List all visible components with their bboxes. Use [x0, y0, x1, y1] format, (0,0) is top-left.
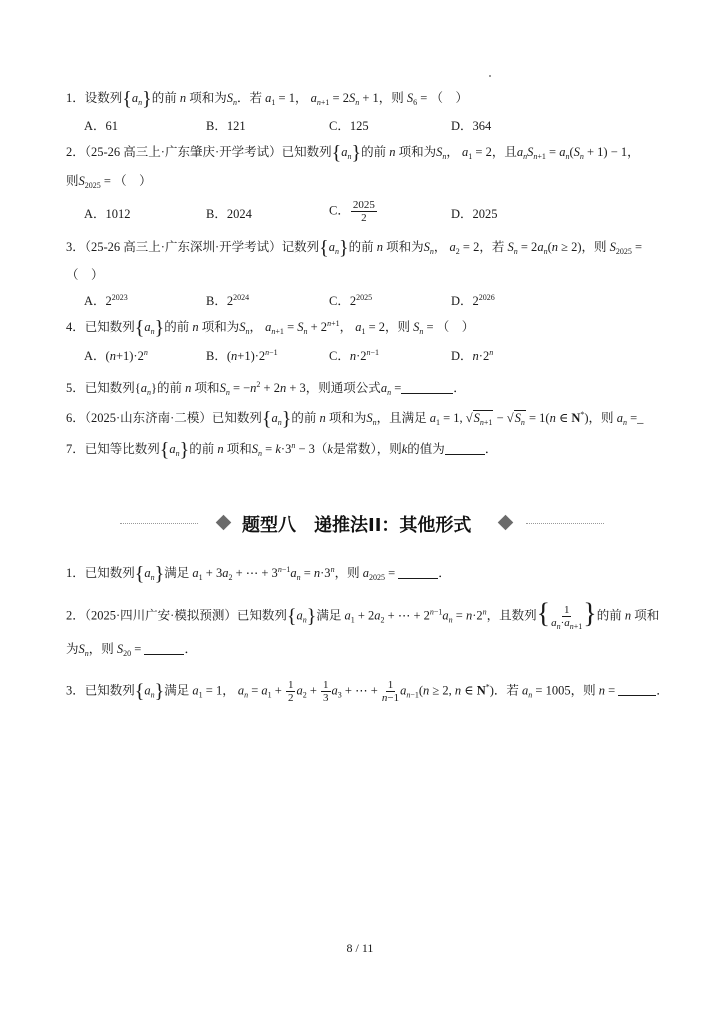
answer-blank[interactable]	[144, 642, 184, 655]
answer-paren: （ ）	[66, 268, 104, 282]
q-text: ，且	[491, 145, 517, 159]
question-1-5: 5．已知数列$\{a_n\}$的前 n 项和$S_n = -n^2 + 2n + 3$，则通项公式$a_n$ = ．	[66, 380, 466, 397]
option-a: A．$(n+1)\cdot 2^n$	[84, 348, 148, 363]
exponent: 2024	[233, 293, 250, 302]
question-1-2: 2．（25-26 高三上·广东肇庆·开学考试）已知数列$\{a_n\}$的前 n 项和为$S_n$， $a_1 = 2$，且$a_nS_{n+1} = a_n(S_n + 1) - 1$，	[66, 142, 640, 164]
q-number: 7．	[66, 442, 85, 456]
q-text: ，且数列	[486, 608, 537, 623]
answer-paren: （ ）	[114, 174, 152, 188]
q-text: 设数列	[84, 91, 123, 105]
option-a: A．61	[84, 119, 119, 133]
option-b: B．$(n+1)\cdot 2^{n-1}$	[206, 348, 278, 363]
q-text: ，且满足	[376, 411, 427, 425]
q-text: ，若	[479, 240, 505, 254]
q-text: ，	[222, 683, 235, 698]
q-text: ，	[433, 240, 447, 254]
q-number: 1．	[66, 91, 85, 105]
answer-paren: （ ）	[430, 91, 468, 105]
q-text: 的前	[164, 320, 190, 334]
option-label: A．	[84, 294, 106, 308]
option-label: C．	[329, 294, 350, 308]
q-text: ，	[446, 145, 459, 159]
q-source: （2025·四川广安·模拟预测）	[84, 608, 237, 623]
option-b: B．121	[206, 119, 246, 133]
page-number: 8 / 11	[346, 941, 374, 955]
option-a: A．$2^{2023}$	[84, 293, 128, 308]
q-number: 3．	[66, 240, 85, 254]
q-text: 项和为	[398, 145, 437, 159]
q-text: ，则	[378, 91, 404, 105]
option-b: B．$2^{2024}$	[206, 293, 250, 308]
option-c-label: C．	[329, 203, 350, 218]
q-text: ，则	[334, 566, 360, 580]
option-c	[329, 199, 378, 224]
option-label: C．	[329, 349, 350, 363]
q-source: （2025·山东济南·二模）	[84, 411, 212, 425]
q-text: 已知数列	[84, 566, 135, 580]
question-2-2: 2．（2025·四川广安·模拟预测）已知数列$\{a_n\}$满足 $a_1 + 2a_2$ + ⋯ + $2^{n-1}a_n = n\cdot 2^n$，且数列{ $\frac{1}{a_n\cdot a_{n+1}}$ }的前 n 项和	[66, 598, 660, 631]
q-text: ．	[438, 566, 451, 580]
q-text: 的前	[291, 411, 317, 425]
q-text: ，	[294, 91, 308, 105]
answer-blank[interactable]	[401, 381, 453, 394]
q-number: 2．	[66, 145, 85, 159]
q-text: ．	[453, 381, 466, 395]
option-label: B．	[206, 294, 227, 308]
fraction: $\frac{1}{a_n\cdot a_{n+1}}$	[551, 604, 583, 631]
option-b: B．2024	[206, 207, 252, 221]
fraction	[351, 199, 377, 224]
q-number: 1．	[66, 566, 85, 580]
q-text: 满足	[164, 566, 190, 580]
exponent: 2023	[111, 293, 128, 302]
q-text: ，	[339, 320, 353, 334]
question-1-6: 6．（2025·山东济南·二模）已知数列$\{a_n\}$的前 n 项和为$S_n$，且满足 $a_1 = 1$, $√S_{n+1} - √S_n = 1(n$ ∈ N*)，则 $a_n$ =_	[66, 408, 644, 430]
scan-speck	[489, 75, 491, 77]
q-number: 5．	[66, 381, 85, 395]
q-text: 记数列	[281, 240, 320, 254]
dotted-rule-left	[120, 523, 198, 524]
q-text: ，则	[385, 320, 411, 334]
q-text: 已知数列	[84, 683, 135, 698]
q-text: 为	[66, 642, 79, 656]
q-text: 的前	[361, 145, 387, 159]
q-text: ，则	[570, 683, 596, 698]
option-label: D．	[451, 349, 473, 363]
option-a: A．1012	[84, 207, 131, 221]
q-text: ，则	[581, 240, 607, 254]
q-number: 3．	[66, 683, 85, 698]
q-text: ，则	[88, 642, 114, 656]
q-text: 已知数列	[84, 381, 135, 395]
q-number: 4．	[66, 320, 85, 334]
q-text: 项和	[226, 442, 252, 456]
option-d: D．$n\cdot 2^n$	[451, 348, 494, 363]
q-text: 已知数列	[281, 145, 332, 159]
question-2-3: 3．已知数列$\{a_n\}$满足 $a_1 = 1$， $a_n = a_1$ + $\frac{1}{2}$ $a_2$ + $\frac{1}{3}$ $a_3$ + ⋯ + $\frac{1}{n-1}$ $a_{n-1}(n \ge 2$, n ∈ N*)．若 $a_n = 1005$，则 n = ．	[66, 679, 669, 704]
answer-blank[interactable]	[445, 442, 485, 455]
q-text: 项和为	[201, 320, 240, 334]
q-text: ，	[627, 145, 640, 159]
question-1-3: 3．（25-26 高三上·广东深圳·开学考试）记数列$\{a_n\}$的前 n 项和为$S_n$， $a_2 = 2$，若 $S_n = 2a_n(n \ge 2)$，则 $S_{2025}$ =	[66, 237, 643, 259]
q-number: 2．	[66, 608, 85, 623]
q-text: 项和为	[328, 411, 367, 425]
answer-paren: （ ）	[436, 320, 475, 334]
q-text: ．	[484, 442, 498, 456]
q-text: 已知数列	[211, 411, 262, 425]
exponent: 2026	[478, 293, 495, 302]
q-text: （	[314, 442, 328, 456]
q-text: 满足	[316, 608, 342, 623]
q-text: ，则	[588, 411, 614, 425]
q-text: 项和为	[386, 240, 424, 254]
question-2-2-cont: 为$S_n$，则 $S_{20}$ = ．	[66, 642, 197, 658]
answer-blank[interactable]	[618, 683, 656, 696]
answer-blank[interactable]	[398, 566, 438, 579]
question-1-1: 1．设数列$\{a_n\}$的前 n 项和为$S_n$．若 $a_1 = 1$， $a_{n+1} = 2S_n + 1$，则 $S_6$ = （ ）	[66, 88, 468, 110]
q-text: 满足	[164, 683, 190, 698]
option-d: D．364	[451, 119, 492, 133]
q-text: ．	[184, 642, 197, 656]
q-text: 项和	[194, 381, 220, 395]
q-text: 的前	[596, 608, 622, 623]
q-text: ，则通项公式	[305, 381, 381, 395]
q-source: （25-26 高三上·广东深圳·开学考试）	[84, 240, 282, 254]
q-text: ．	[656, 683, 669, 698]
answer-blank[interactable]: _	[637, 411, 644, 425]
denominator: 2	[361, 212, 367, 224]
numerator: 2025	[352, 199, 375, 211]
exponent: 2025	[356, 293, 373, 302]
q-text: 的前	[157, 381, 183, 395]
option-c: C．125	[329, 119, 369, 133]
question-1-4: 4．已知数列$\{a_n\}$的前 n 项和为$S_n$， $a_{n+1} = S_n + 2^{n+1}$， $a_1 = 2$，则 $S_n$ = （ ）	[66, 317, 475, 339]
q-source: （25-26 高三上·广东肇庆·开学考试）	[84, 145, 282, 159]
option-d: D．2025	[451, 207, 498, 221]
q-text: 是常数），则	[332, 442, 402, 456]
option-c: C．$n\cdot 2^{n-1}$	[329, 348, 380, 363]
section-header	[0, 509, 720, 539]
q-text: ．若	[237, 91, 263, 105]
q-text: ．若	[493, 683, 519, 698]
q-text: 则	[66, 174, 79, 188]
q-text: 的前	[189, 442, 215, 456]
option-c: C．$2^{2025}$	[329, 293, 373, 308]
q-text: 的前	[151, 91, 177, 105]
q-text: 已知等比数列	[84, 442, 160, 456]
section-title: 题型八 递推法II：其他形式	[242, 515, 472, 536]
diamond-icon	[498, 515, 514, 531]
q-text: 已知数列	[84, 320, 135, 334]
diamond-icon	[216, 515, 232, 531]
q-number: 6．	[66, 411, 85, 425]
option-label: A．	[84, 349, 106, 363]
q-text: 项和	[634, 608, 660, 623]
q-text: 项和为	[189, 91, 227, 105]
option-d: D．$2^{2026}$	[451, 293, 495, 308]
question-1-7: 7．已知等比数列$\{a_n\}$的前 n 项和$S_n = k\cdot 3^n - 3(k$是常数），则k的值为 ．	[66, 439, 498, 461]
dotted-rule-right	[526, 523, 604, 524]
option-label: B．	[206, 349, 227, 363]
option-label: D．	[451, 294, 473, 308]
q-text: 的值为	[407, 442, 445, 456]
q-text: 已知数列	[236, 608, 287, 623]
q-text: ，	[249, 320, 263, 334]
q-text: 的前	[348, 240, 374, 254]
question-2-1: 1．已知数列$\{a_n\}$满足 $a_1 + 3a_2$ + ⋯ + $3^{n-1}a_n = n\cdot 3^n$，则 $a_{2025}$ = ．	[66, 563, 451, 585]
question-1-2-cont: 则$S_{2025}$ = （ ）	[66, 174, 152, 190]
